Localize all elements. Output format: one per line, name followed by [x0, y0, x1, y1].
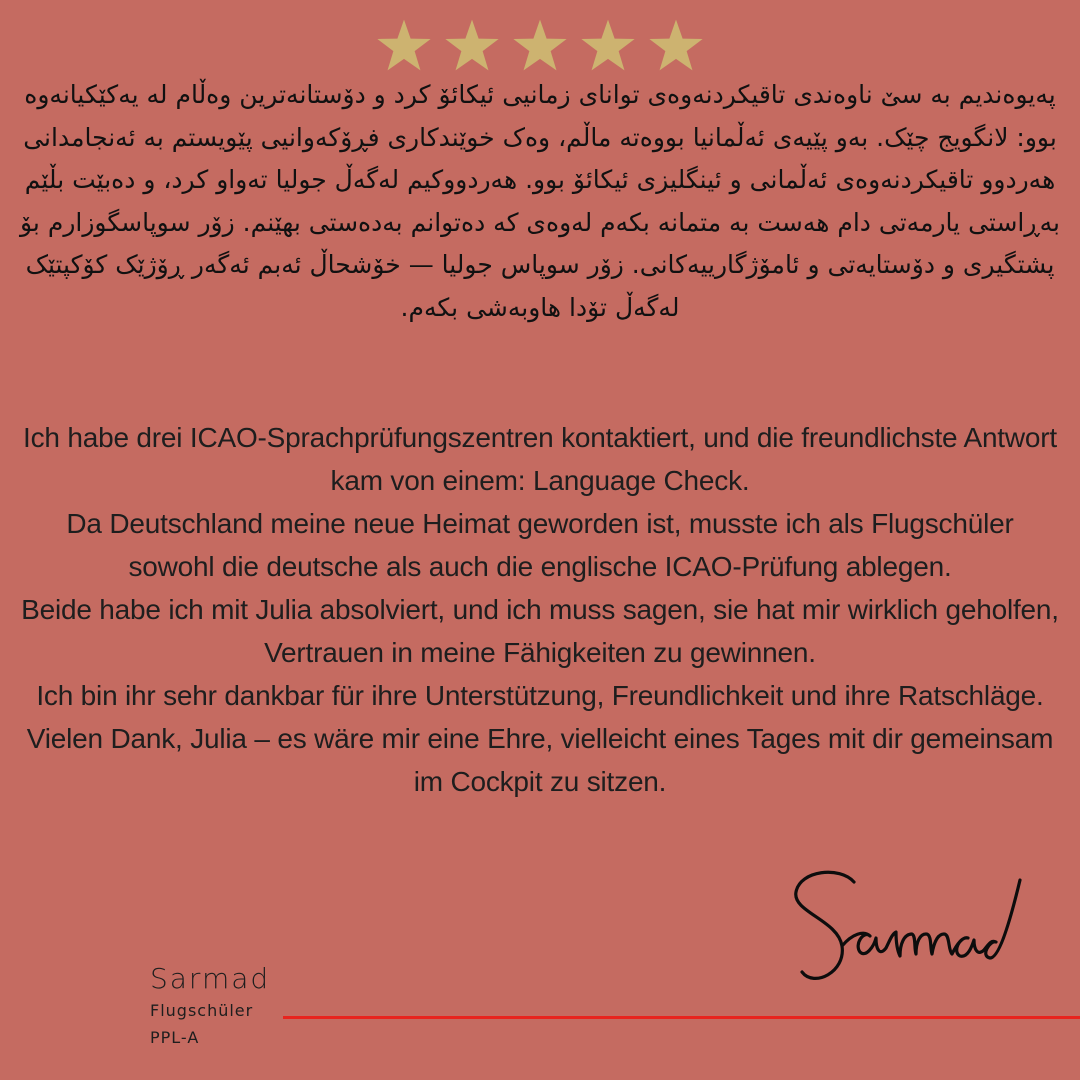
star-icon — [376, 18, 432, 74]
review-paragraph: Beide habe ich mit Julia absolviert, und ich muss sagen, sie hat mir wirklich geholfen, Vertrauen in meine Fähigkeiten zu gewinnen. — [21, 594, 1059, 668]
accent-divider — [283, 1016, 1080, 1019]
review-text-german — [20, 416, 1060, 803]
author-name: Sarmad — [150, 962, 271, 995]
star-rating — [0, 18, 1080, 74]
review-paragraph: Ich bin ihr sehr dankbar für ihre Unterstützung, Freundlichkeit und ihre Ratschläge. — [36, 680, 1044, 711]
review-text-kurdish: پەیوەندیم بە سێ ناوەندی تاقیکردنەوەی توانای زمانیی ئیکائۆ کرد و دۆستانەترین وەڵام لە یەکێکیانەوە بوو: لانگویج چێک. بەو پێیەی ئەڵمانیا بووەتە ماڵم، وەک خوێندکاری فڕۆکەوانیی پێویستم بە ئەنجامدانی هەردوو تاقیکردنەوەی ئەڵمانی و ئینگلیزی ئیکائۆ بوو. هەردووکیم لەگەڵ جولیا تەواو کرد، و دەبێت بڵێم بەڕاستی یارمەتی دام هەست بە متمانە بکەم لەوەی کە دەتوانم بەدەستی بهێنم. زۆر سوپاسگوزارم بۆ پشتگیری و دۆستایەتی و ئامۆژگارییەکانی. زۆر سوپاس جولیا — خۆشحاڵ ئەبم ئەگەر ڕۆژێک کۆکپتێک لەگەڵ تۆدا هاوبەشی بکەم. — [20, 80, 1060, 322]
star-icon — [648, 18, 704, 74]
author-block — [150, 962, 270, 1047]
star-icon — [580, 18, 636, 74]
review-paragraph: Vielen Dank, Julia – es wäre mir eine Ehre, vielleicht eines Tages mit dir gemeinsam im Cockpit zu sitzen. — [26, 723, 1054, 797]
star-icon — [512, 18, 568, 74]
review-paragraph: Ich habe drei ICAO-Sprachprüfungszentren kontaktiert, und die freundlichste Antwort kam von einem: Language Check. — [23, 422, 1057, 496]
handwritten-signature — [780, 860, 1040, 1000]
star-icon — [444, 18, 500, 74]
author-role: Flugschüler — [150, 1001, 254, 1020]
review-paragraph: Da Deutschland meine neue Heimat geworden ist, musste ich als Flugschüler sowohl die deutsche als auch die englische ICAO-Prüfung ablegen. — [66, 508, 1014, 582]
author-license: PPL-A — [150, 1028, 200, 1047]
